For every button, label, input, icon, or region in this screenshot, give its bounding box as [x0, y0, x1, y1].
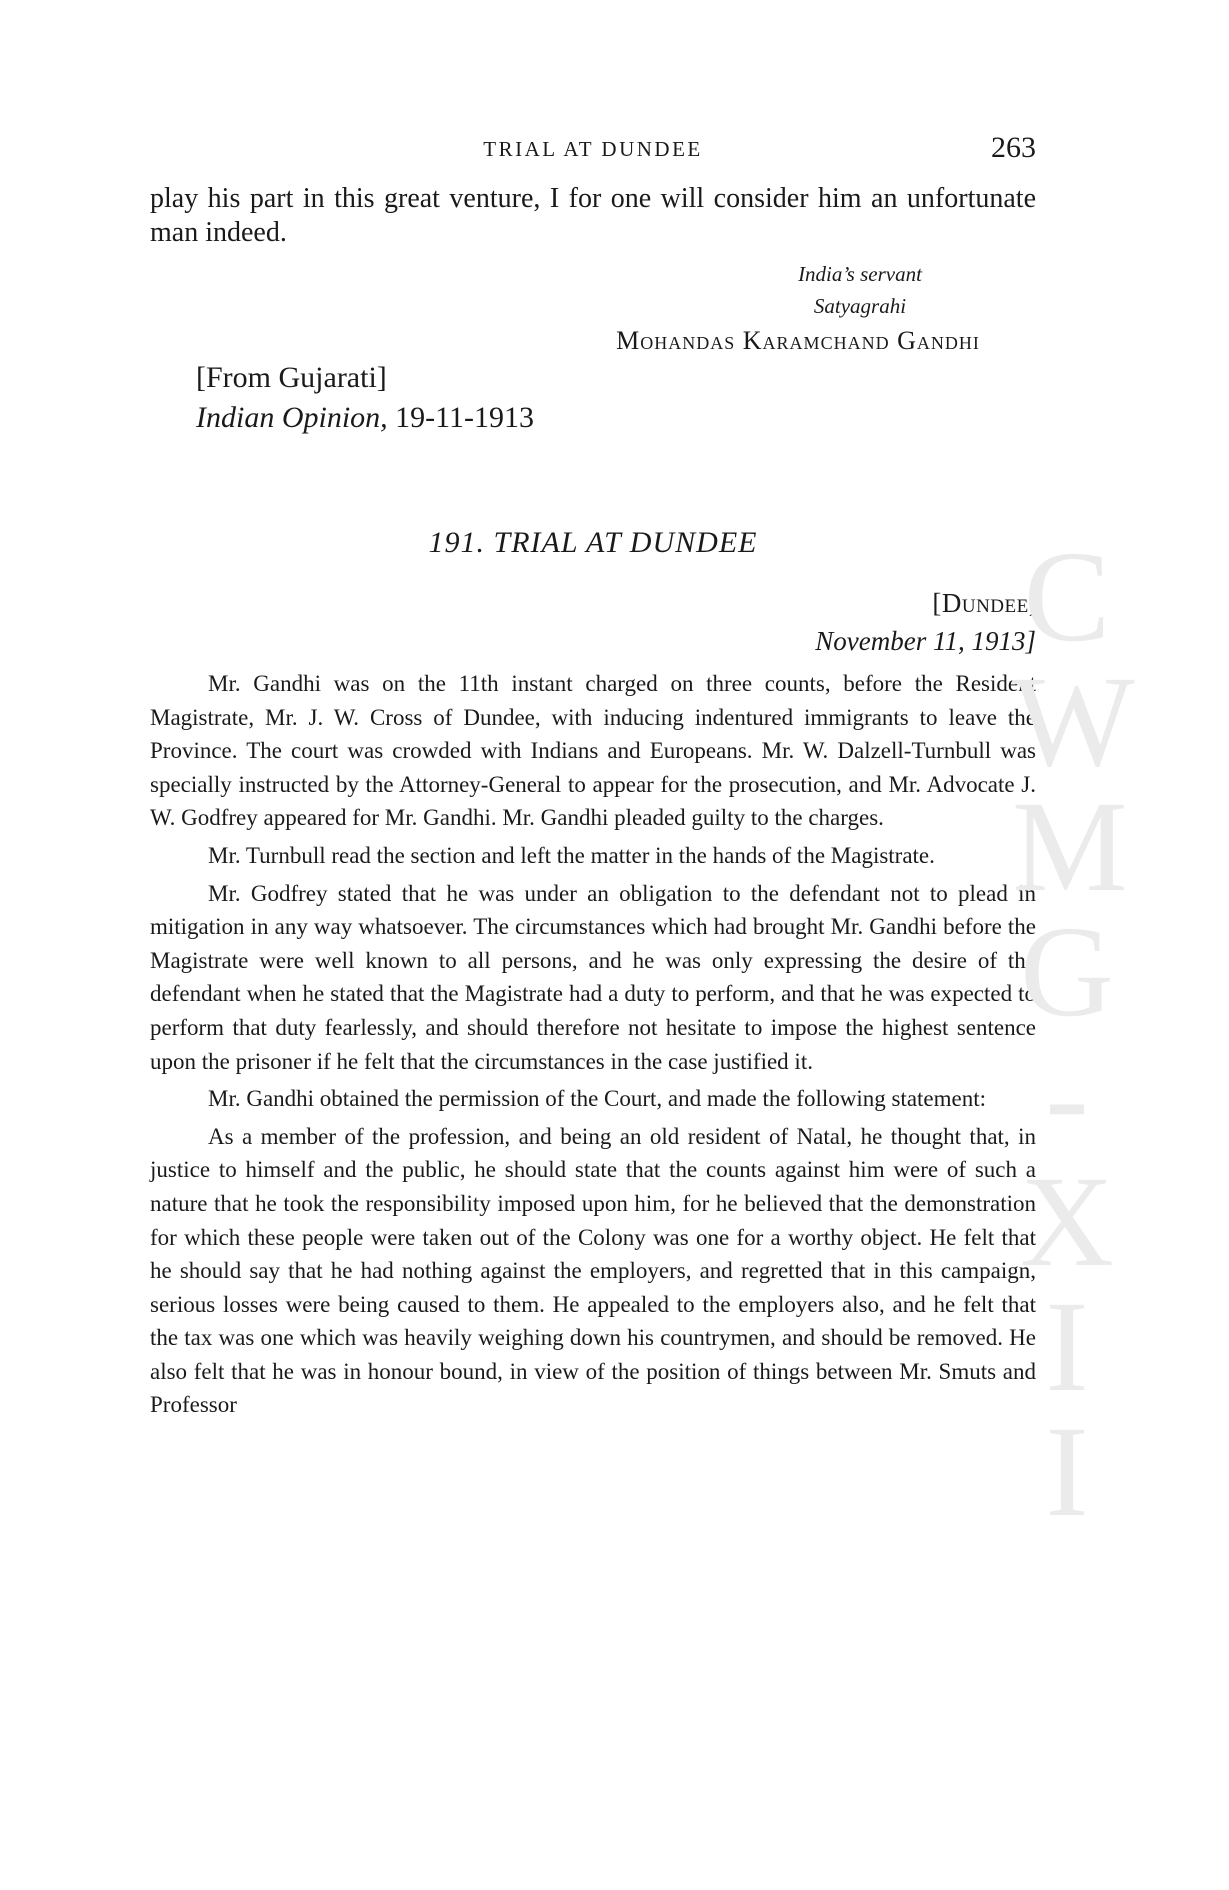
dateline	[815, 584, 1036, 660]
watermark-letter: I	[1045, 1275, 1089, 1419]
paragraph: Mr. Turnbull read the section and left the matter in the hands of the Magistrate.	[208, 842, 935, 868]
paragraph: Mr. Gandhi was on the 11th instant charged on three counts, before the Resident Magistrate, Mr. J. W. Cross of Dundee, with inducing indentured immigrants to leave the Province. The court was crowded with Indians and Europeans. Mr. W. Dalzell-Turnbull was specially instructed by the Attorney-General to appear for the prosecution, and Mr. Advocate J. W. Godfrey appeared for Mr. Gandhi. Mr. Gandhi pleaded guilty to the charges.	[150, 671, 1036, 831]
source-language: [From Gujarati]	[196, 361, 387, 394]
page-number: 263	[991, 131, 1036, 164]
signature-block	[560, 258, 1036, 360]
dateline-date: November 11, 1913]	[815, 626, 1036, 656]
paragraph: As a member of the profession, and being an old resident of Natal, he thought that, in justice to himself and the public, he should state that the counts against him were of such a nature that he took the responsibility imposed upon him, for he believed that the demonstration for which these people were taken out of the Colony was one for a worthy object. He felt that he should say that he had nothing against the employers, and regretted that in this campaign, serious losses were being caused to them. He appealed to the employers also, and he felt that the tax was one which was heavily weighing down his countrymen, and should be removed. He also felt that he was in honour bound, in view of the position of things between Mr. Smuts and Professor	[150, 1123, 1036, 1418]
watermark-letter: W	[1012, 650, 1135, 794]
watermark	[1012, 525, 1135, 1544]
source-publication: Indian Opinion,	[196, 401, 388, 434]
carryover-paragraph: play his part in this great venture, I for one will consider him an unfortunate man indeed.	[150, 183, 1036, 248]
signature-line-2: Satyagrahi	[813, 294, 907, 318]
running-head	[150, 133, 1036, 173]
signature-line-1: India’s servant	[798, 262, 922, 286]
source-citation	[196, 398, 534, 438]
watermark-letter: C	[1023, 525, 1111, 669]
watermark-letter: I	[1045, 1400, 1089, 1544]
dateline-place: [Dundee,	[932, 588, 1036, 618]
watermark-letter: -	[1045, 1025, 1089, 1169]
watermark-letter: M	[1012, 775, 1128, 919]
signature-name: Mohandas Karamchand Gandhi	[616, 326, 980, 355]
source-note	[196, 358, 534, 438]
section-heading: 191. TRIAL AT DUNDEE	[428, 526, 758, 559]
running-title: TRIAL AT DUNDEE	[483, 137, 703, 161]
body-text	[150, 667, 1036, 1426]
paragraph: Mr. Godfrey stated that he was under an obligation to the defendant not to plead in mitigation in any way whatsoever. The circumstances which had brought Mr. Gandhi before the Magistrate were well known to all persons, and he was only expressing the desire of the defendant when he stated that the Magistrate had a duty to perform, and that he was expected to perform that duty fearlessly, and should therefore not hesitate to impose the highest sentence upon the prisoner if he felt that the circumstances in the case justified it.	[150, 880, 1036, 1074]
source-date: 19-11-1913	[395, 401, 535, 434]
paragraph: Mr. Gandhi obtained the permission of the Court, and made the following statement:	[208, 1086, 987, 1112]
watermark-letter: G	[1020, 900, 1114, 1044]
watermark-letter: X	[1020, 1150, 1114, 1294]
